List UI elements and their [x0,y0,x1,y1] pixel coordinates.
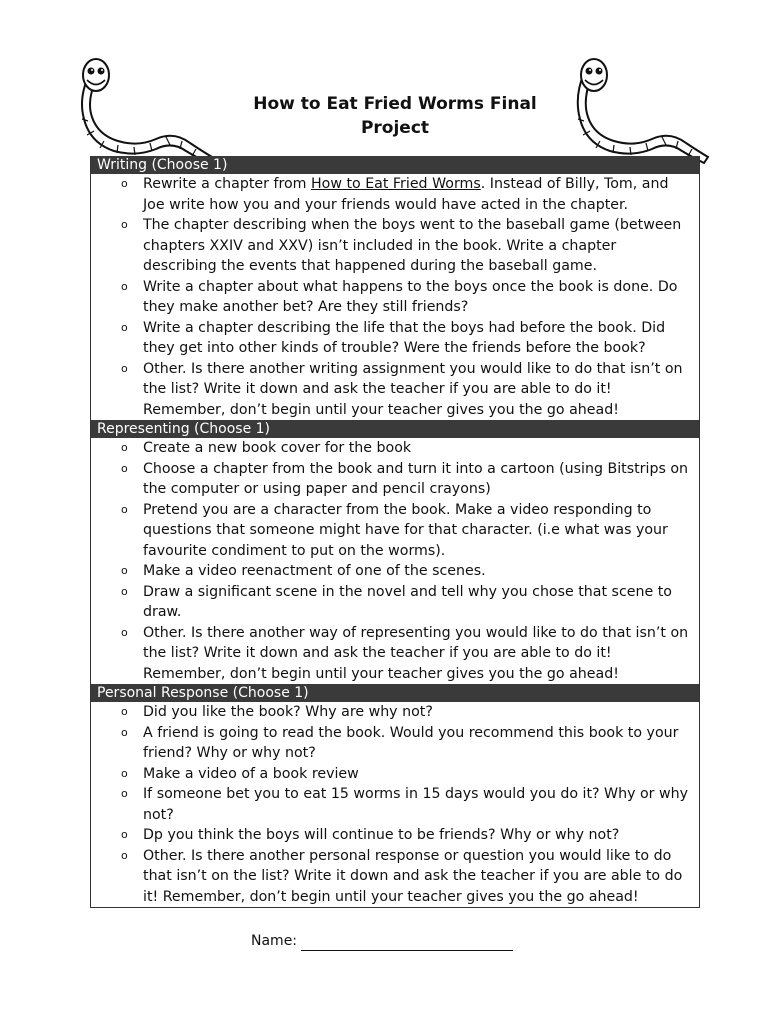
item-text: Dp you think the boys will continue to be friends? Why or why not? [143,827,620,843]
name-field[interactable] [251,931,513,951]
item-text: Other. Is there another personal response or question you would like to do that isn’t on the list? Write it down and ask the teacher if you are able to do it! Remember, don’t begin until your teacher gives you the go ahead! [143,847,683,905]
bullet-icon: o [121,564,128,577]
list-item [91,702,699,723]
bullet-icon: o [121,279,128,293]
item-text: A friend is going to read the book. Would you recommend this book to your friend? Why or why not? [143,724,679,761]
name-label: Name: [251,933,298,949]
personal-response-list [91,702,699,907]
item-text: Make a video of a book review [143,765,359,782]
item-text: The chapter describing when the boys went to the baseball game (between chapters XXIV and XXV) isn’t included in the book. Write a chapter describing the events that happened during the baseball game. [143,217,682,274]
name-blank-line[interactable] [301,936,513,951]
list-item [91,846,699,908]
section-heading-representing: Representing (Choose 1) [91,420,699,438]
bullet-icon: o [121,584,128,598]
list-item [91,215,699,277]
list-item [91,459,699,500]
options-table [90,156,700,908]
item-text: Pretend you are a character from the book. Make a video responding to questions that someone might have for that character. (i.e what was your favourite condiment to put on the worms). [143,501,668,559]
bullet-icon: o [121,320,128,334]
bullet-icon: o [121,766,128,780]
item-text: Other. Is there another writing assignment you would like to do that isn’t on the list? Write it down and ask the teacher if you are able to do it! Remember, don’t begin until your teacher gives you the go ahead! [143,360,683,418]
bullet-icon: o [121,177,128,190]
title-line-2: Project [360,118,430,138]
list-item [91,277,699,318]
list-item [91,784,699,825]
section-heading-personal-response: Personal Response (Choose 1) [91,684,699,702]
list-item [91,623,699,685]
list-item [91,582,699,623]
list-item [91,723,699,764]
bullet-icon: o [121,848,128,862]
item-text: Write a chapter describing the life that the boys had before the book. Did they get into other kinds of trouble? Were the friends before the book? [143,319,666,356]
item-text: Draw a significant scene in the novel and tell why you chose that scene to draw. [143,583,672,620]
bullet-icon: o [121,705,128,718]
bullet-icon: o [121,361,128,375]
item-text: Write a chapter about what happens to the boys once the book is done. Do they make another bet? Are they still friends? [143,278,678,315]
title-line-1: How to Eat Fried Worms Final [253,94,537,114]
representing-list [91,438,699,684]
worm-left-icon [78,55,218,170]
bullet-icon: o [121,787,128,800]
list-item [91,500,699,562]
item-text-post: . Instead of Billy, Tom, and Joe write how you and your friends would have acted in the chapter. [143,176,669,213]
item-text: Make a video reenactment of one of the scenes. [143,563,486,579]
list-item [91,561,699,582]
bullet-icon: o [121,461,128,475]
worm-right-icon [574,55,714,170]
list-item [91,438,699,459]
item-text: Did you like the book? Why are why not? [143,704,433,720]
item-text: Choose a chapter from the book and turn it into a cartoon (using Bitstrips on the computer or using paper and pencil crayons) [143,460,689,497]
list-item [91,318,699,359]
list-item [91,359,699,421]
list-item [91,764,699,785]
bullet-icon: o [121,218,128,231]
item-text: Create a new book cover for the book [143,440,412,456]
item-text: If someone bet you to eat 15 worms in 15 days would you do it? Why or why not? [143,786,688,823]
writing-list [91,174,699,420]
bullet-icon: o [121,625,128,639]
bullet-icon: o [121,725,128,739]
book-title-underlined: How to Eat Fried Worms [310,176,481,192]
item-text: Other. Is there another way of representing you would like to do that isn’t on the list? Write it down and ask the teacher if you are able to do it! Remember, don’t begin until your teacher gives you the go ahead! [143,624,689,682]
item-text-pre: Rewrite a chapter from [143,176,311,192]
bullet-icon: o [121,828,128,841]
bullet-icon: o [121,502,128,516]
section-heading-writing: Writing (Choose 1) [91,156,699,174]
list-item [91,174,699,215]
bullet-icon: o [121,441,128,454]
page-title [236,92,554,140]
list-item [91,825,699,846]
